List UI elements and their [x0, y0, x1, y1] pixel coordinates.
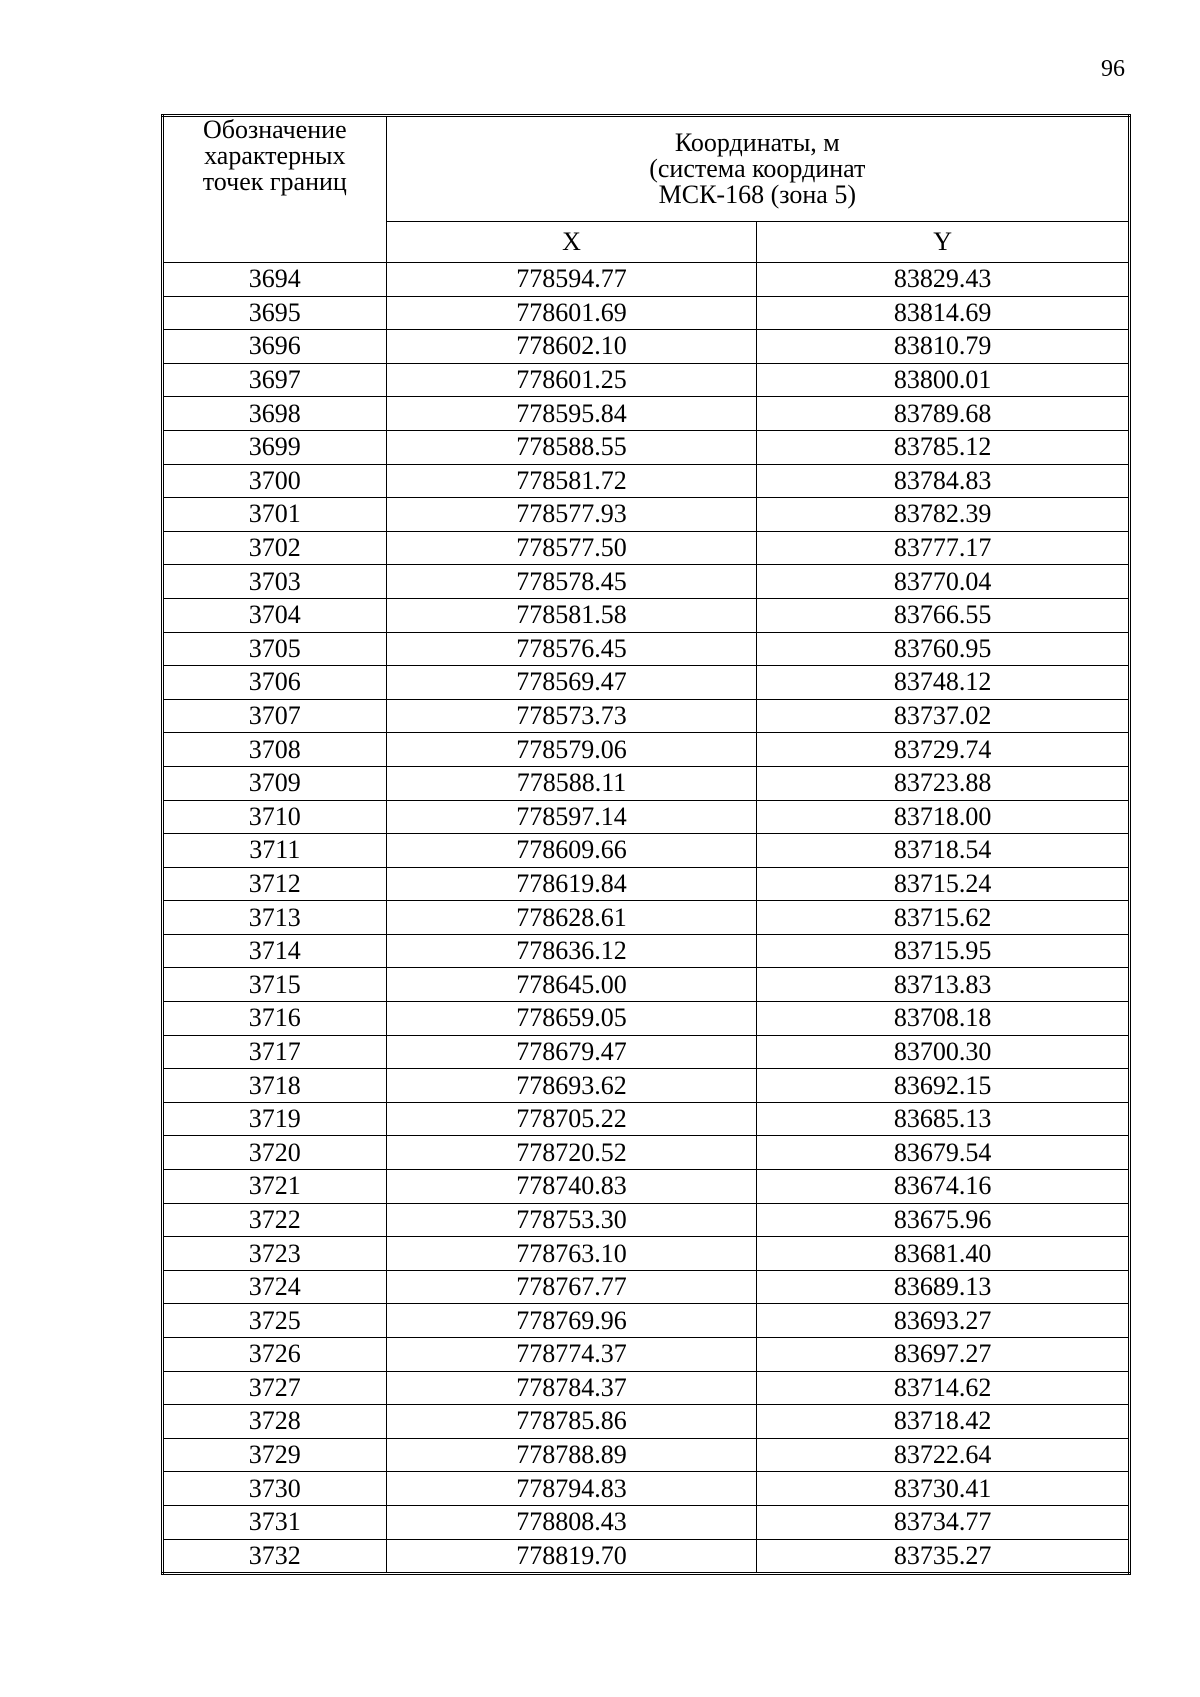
- table-row: [163, 733, 1130, 767]
- point-cell: 3699: [163, 430, 387, 464]
- point-cell: 3716: [163, 1002, 387, 1036]
- x-column-header: X: [386, 222, 757, 263]
- table-row: [163, 1170, 1130, 1204]
- x-coordinate-cell: 778679.47: [386, 1035, 757, 1069]
- point-cell: 3702: [163, 531, 387, 565]
- table-row: [163, 1203, 1130, 1237]
- point-cell: 3703: [163, 565, 387, 599]
- table-row: [163, 1002, 1130, 1036]
- y-coordinate-cell: 83723.88: [757, 766, 1130, 800]
- coords-header-line: МСК-168 (зона 5): [658, 180, 856, 209]
- y-coordinate-cell: 83760.95: [757, 632, 1130, 666]
- point-cell: 3727: [163, 1371, 387, 1405]
- point-designation-header: [163, 116, 387, 263]
- point-cell: 3724: [163, 1270, 387, 1304]
- table-row: [163, 1102, 1130, 1136]
- point-cell: 3725: [163, 1304, 387, 1338]
- x-coordinate-cell: 778601.69: [386, 296, 757, 330]
- point-cell: 3723: [163, 1237, 387, 1271]
- x-coordinate-cell: 778808.43: [386, 1505, 757, 1539]
- x-coordinate-cell: 778609.66: [386, 834, 757, 868]
- point-header-line: точек границ: [202, 167, 347, 196]
- point-cell: 3710: [163, 800, 387, 834]
- point-cell: 3731: [163, 1505, 387, 1539]
- point-header-line: характерных: [204, 141, 346, 170]
- point-cell: 3732: [163, 1539, 387, 1574]
- table-row: [163, 363, 1130, 397]
- y-coordinate-cell: 83814.69: [757, 296, 1130, 330]
- y-coordinate-cell: 83729.74: [757, 733, 1130, 767]
- x-coordinate-cell: 778753.30: [386, 1203, 757, 1237]
- point-cell: 3700: [163, 464, 387, 498]
- y-coordinate-cell: 83679.54: [757, 1136, 1130, 1170]
- point-cell: 3719: [163, 1102, 387, 1136]
- x-coordinate-cell: 778569.47: [386, 666, 757, 700]
- y-coordinate-cell: 83697.27: [757, 1338, 1130, 1372]
- y-coordinate-cell: 83718.42: [757, 1405, 1130, 1439]
- point-cell: 3726: [163, 1338, 387, 1372]
- table-row: [163, 968, 1130, 1002]
- y-coordinate-cell: 83718.00: [757, 800, 1130, 834]
- table-row: [163, 1371, 1130, 1405]
- point-cell: 3715: [163, 968, 387, 1002]
- x-coordinate-cell: 778740.83: [386, 1170, 757, 1204]
- point-header-line: Обозначение: [202, 115, 347, 144]
- point-cell: 3712: [163, 867, 387, 901]
- table-row: [163, 1069, 1130, 1103]
- y-coordinate-cell: 83770.04: [757, 565, 1130, 599]
- x-coordinate-cell: 778788.89: [386, 1438, 757, 1472]
- point-cell: 3711: [163, 834, 387, 868]
- y-coordinate-cell: 83784.83: [757, 464, 1130, 498]
- x-coordinate-cell: 778602.10: [386, 330, 757, 364]
- x-coordinate-cell: 778693.62: [386, 1069, 757, 1103]
- x-coordinate-cell: 778763.10: [386, 1237, 757, 1271]
- x-coordinate-cell: 778578.45: [386, 565, 757, 599]
- x-coordinate-cell: 778573.73: [386, 699, 757, 733]
- point-cell: 3721: [163, 1170, 387, 1204]
- table-row: [163, 934, 1130, 968]
- x-coordinate-cell: 778794.83: [386, 1472, 757, 1506]
- table-row: [163, 1438, 1130, 1472]
- y-coordinate-cell: 83700.30: [757, 1035, 1130, 1069]
- table-row: [163, 397, 1130, 431]
- table-row: [163, 598, 1130, 632]
- table-row: [163, 766, 1130, 800]
- table-row: [163, 1405, 1130, 1439]
- x-coordinate-cell: 778579.06: [386, 733, 757, 767]
- y-coordinate-cell: 83737.02: [757, 699, 1130, 733]
- point-cell: 3709: [163, 766, 387, 800]
- table-row: [163, 699, 1130, 733]
- x-coordinate-cell: 778659.05: [386, 1002, 757, 1036]
- x-coordinate-cell: 778784.37: [386, 1371, 757, 1405]
- point-cell: 3730: [163, 1472, 387, 1506]
- y-coordinate-cell: 83674.16: [757, 1170, 1130, 1204]
- table-body: [163, 263, 1130, 1574]
- point-cell: 3706: [163, 666, 387, 700]
- table-row: [163, 1505, 1130, 1539]
- y-column-header: Y: [757, 222, 1130, 263]
- point-cell: 3705: [163, 632, 387, 666]
- y-coordinate-cell: 83715.62: [757, 901, 1130, 935]
- x-coordinate-cell: 778601.25: [386, 363, 757, 397]
- coords-header-line: (система координат: [649, 154, 866, 183]
- coords-header-line: Координаты, м: [674, 128, 840, 157]
- y-coordinate-cell: 83766.55: [757, 598, 1130, 632]
- point-cell: 3697: [163, 363, 387, 397]
- y-coordinate-cell: 83730.41: [757, 1472, 1130, 1506]
- point-cell: 3722: [163, 1203, 387, 1237]
- y-coordinate-cell: 83800.01: [757, 363, 1130, 397]
- x-coordinate-cell: 778595.84: [386, 397, 757, 431]
- point-cell: 3701: [163, 498, 387, 532]
- table-row: [163, 531, 1130, 565]
- table-row: [163, 1539, 1130, 1574]
- x-coordinate-cell: 778594.77: [386, 263, 757, 297]
- table-row: [163, 430, 1130, 464]
- x-coordinate-cell: 778705.22: [386, 1102, 757, 1136]
- table-row: [163, 800, 1130, 834]
- x-coordinate-cell: 778619.84: [386, 867, 757, 901]
- table-row: [163, 1035, 1130, 1069]
- coordinates-header: [386, 116, 1129, 222]
- table-row: [163, 296, 1130, 330]
- y-coordinate-cell: 83689.13: [757, 1270, 1130, 1304]
- y-coordinate-cell: 83789.68: [757, 397, 1130, 431]
- point-cell: 3708: [163, 733, 387, 767]
- x-coordinate-cell: 778819.70: [386, 1539, 757, 1574]
- y-coordinate-cell: 83708.18: [757, 1002, 1130, 1036]
- y-coordinate-cell: 83718.54: [757, 834, 1130, 868]
- table-row: [163, 834, 1130, 868]
- table-row: [163, 1237, 1130, 1271]
- table-row: [163, 901, 1130, 935]
- y-coordinate-cell: 83829.43: [757, 263, 1130, 297]
- y-coordinate-cell: 83748.12: [757, 666, 1130, 700]
- table-row: [163, 666, 1130, 700]
- table-row: [163, 1136, 1130, 1170]
- x-coordinate-cell: 778769.96: [386, 1304, 757, 1338]
- x-coordinate-cell: 778636.12: [386, 934, 757, 968]
- x-coordinate-cell: 778577.93: [386, 498, 757, 532]
- y-coordinate-cell: 83782.39: [757, 498, 1130, 532]
- x-coordinate-cell: 778576.45: [386, 632, 757, 666]
- point-cell: 3707: [163, 699, 387, 733]
- x-coordinate-cell: 778588.55: [386, 430, 757, 464]
- x-coordinate-cell: 778720.52: [386, 1136, 757, 1170]
- y-coordinate-cell: 83734.77: [757, 1505, 1130, 1539]
- y-coordinate-cell: 83714.62: [757, 1371, 1130, 1405]
- x-coordinate-cell: 778785.86: [386, 1405, 757, 1439]
- y-coordinate-cell: 83693.27: [757, 1304, 1130, 1338]
- table-row: [163, 1304, 1130, 1338]
- point-cell: 3714: [163, 934, 387, 968]
- coordinates-table: [161, 114, 1131, 1575]
- y-coordinate-cell: 83715.95: [757, 934, 1130, 968]
- table-row: [163, 632, 1130, 666]
- y-coordinate-cell: 83810.79: [757, 330, 1130, 364]
- y-coordinate-cell: 83715.24: [757, 867, 1130, 901]
- table-row: [163, 867, 1130, 901]
- y-coordinate-cell: 83692.15: [757, 1069, 1130, 1103]
- y-coordinate-cell: 83681.40: [757, 1237, 1130, 1271]
- point-cell: 3718: [163, 1069, 387, 1103]
- y-coordinate-cell: 83722.64: [757, 1438, 1130, 1472]
- x-coordinate-cell: 778767.77: [386, 1270, 757, 1304]
- x-coordinate-cell: 778628.61: [386, 901, 757, 935]
- y-coordinate-cell: 83777.17: [757, 531, 1130, 565]
- point-cell: 3720: [163, 1136, 387, 1170]
- table-row: [163, 565, 1130, 599]
- point-cell: 3698: [163, 397, 387, 431]
- point-cell: 3694: [163, 263, 387, 297]
- point-cell: 3729: [163, 1438, 387, 1472]
- table-row: [163, 330, 1130, 364]
- point-cell: 3717: [163, 1035, 387, 1069]
- x-coordinate-cell: 778645.00: [386, 968, 757, 1002]
- y-coordinate-cell: 83735.27: [757, 1539, 1130, 1574]
- point-cell: 3713: [163, 901, 387, 935]
- y-coordinate-cell: 83675.96: [757, 1203, 1130, 1237]
- table-row: [163, 263, 1130, 297]
- x-coordinate-cell: 778577.50: [386, 531, 757, 565]
- x-coordinate-cell: 778588.11: [386, 766, 757, 800]
- y-coordinate-cell: 83785.12: [757, 430, 1130, 464]
- page-number: 96: [1101, 56, 1125, 82]
- point-cell: 3728: [163, 1405, 387, 1439]
- point-cell: 3704: [163, 598, 387, 632]
- table-row: [163, 1472, 1130, 1506]
- point-cell: 3696: [163, 330, 387, 364]
- x-coordinate-cell: 778774.37: [386, 1338, 757, 1372]
- x-coordinate-cell: 778581.72: [386, 464, 757, 498]
- table-row: [163, 1338, 1130, 1372]
- table-row: [163, 1270, 1130, 1304]
- y-coordinate-cell: 83685.13: [757, 1102, 1130, 1136]
- table-row: [163, 464, 1130, 498]
- table-row: [163, 498, 1130, 532]
- point-cell: 3695: [163, 296, 387, 330]
- x-coordinate-cell: 778581.58: [386, 598, 757, 632]
- y-coordinate-cell: 83713.83: [757, 968, 1130, 1002]
- x-coordinate-cell: 778597.14: [386, 800, 757, 834]
